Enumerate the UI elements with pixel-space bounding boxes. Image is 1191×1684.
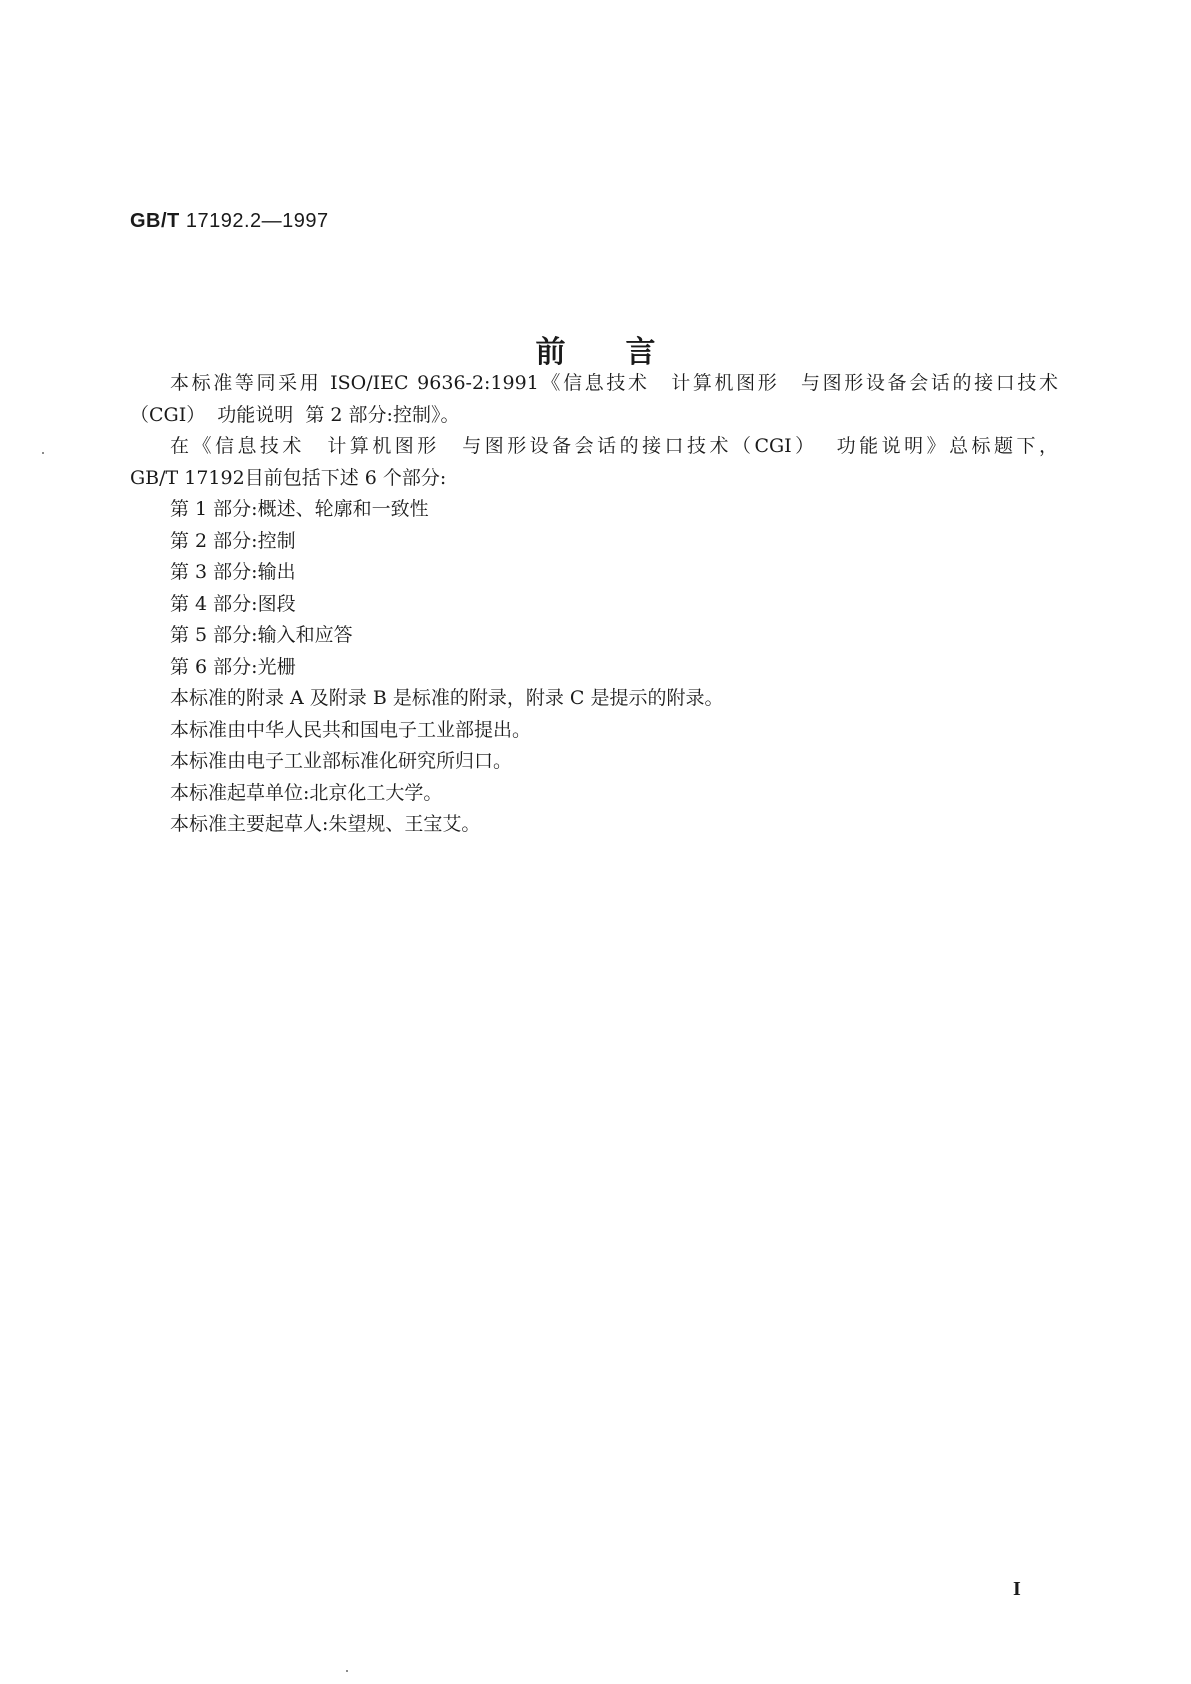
paragraph-line: 第 2 部分:控制: [170, 529, 296, 552]
paragraph-line: 本标准由中华人民共和国电子工业部提出。: [170, 718, 532, 741]
paragraph-line: 第 1 部分:概述、轮廓和一致性: [170, 498, 429, 520]
foreword-body: [130, 368, 1058, 841]
standard-number: 17192.2—1997: [185, 210, 329, 232]
standard-prefix: GB/T: [130, 210, 180, 232]
paragraph-line: GB/T 17192目前包括下述 6 个部分:: [130, 466, 447, 489]
paragraph-line: 第 6 部分:光栅: [170, 655, 296, 678]
paragraph-line: 本标准起草单位:北京化工大学。: [170, 781, 443, 804]
standard-code: [130, 210, 329, 233]
page-number: I: [1013, 1578, 1021, 1600]
paragraph-line: 本标准主要起草人:朱望规、王宝艾。: [170, 813, 481, 835]
paragraph-line: 本标准由电子工业部标准化研究所归口。: [170, 750, 513, 772]
paragraph-line: 本标准等同采用 ISO/IEC 9636-2:1991《信息技术 计算机图形 与图形设备会话的接口技术: [170, 372, 1058, 394]
paragraph-line: 第 3 部分:输出: [170, 561, 296, 583]
paragraph-line: 在《信息技术 计算机图形 与图形设备会话的接口技术（CGI） 功能说明》总标题下，: [170, 435, 1058, 457]
scan-speck: [42, 452, 44, 454]
paragraph-line: 第 4 部分:图段: [170, 592, 296, 615]
paragraph-line: （CGI） 功能说明 第 2 部分:控制》。: [130, 403, 460, 426]
page-title: 前 言: [535, 335, 656, 370]
paragraph-line: 第 5 部分:输入和应答: [170, 624, 353, 646]
paragraph-line: 本标准的附录 A 及附录 B 是标准的附录，附录 C 是提示的附录。: [170, 687, 724, 709]
scan-speck: [346, 1670, 348, 1672]
